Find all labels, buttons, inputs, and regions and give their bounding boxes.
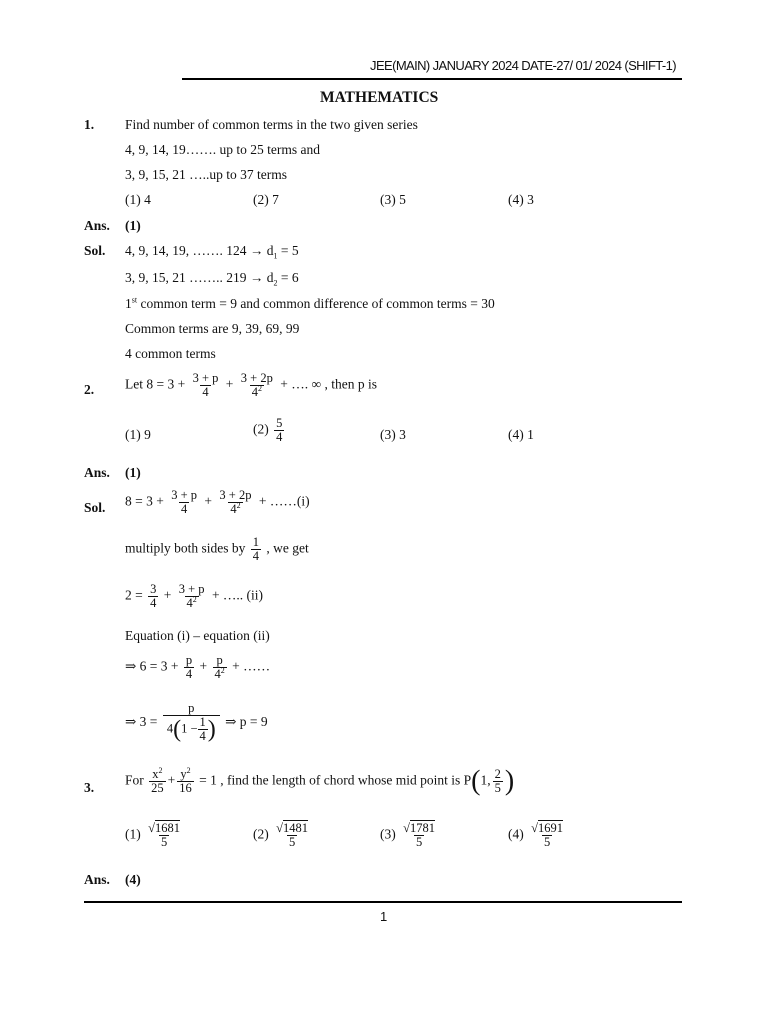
q3-option-2: (2) $\frac{√1481}{5}$: [253, 821, 308, 850]
q1-option-1: (1) 4: [125, 192, 151, 207]
q1-ans-label: Ans.: [84, 218, 110, 233]
q1-series-2: 3, 9, 15, 21 …..up to 37 terms: [125, 167, 287, 182]
subject-title: MATHEMATICS: [320, 89, 439, 106]
q1-series-1: 4, 9, 14, 19……. up to 25 terms and: [125, 142, 320, 157]
q1-sol-line-2: 3, 9, 15, 21 …….. $219 \to d_2 = 6$: [125, 270, 299, 288]
q1-sol-label: Sol.: [84, 243, 106, 258]
q3-option-3: (3) $\frac{√1781}{5}$: [380, 821, 435, 850]
exam-header: JEE(MAIN) JANUARY 2024 DATE-27/ 01/ 2024 (SHIFT-1): [370, 58, 676, 73]
q1-option-3: (3) 5: [380, 192, 406, 207]
q3-answer: (4): [125, 872, 141, 887]
q2-option-4: (4) 1: [508, 427, 534, 442]
q1-option-4: (4) 3: [508, 192, 534, 207]
q2-number: 2.: [84, 382, 95, 397]
q2-sol-line-2: multiply both sides by $\frac{1}{4}$ , we get: [125, 535, 309, 564]
q2-sol-line-6: ⇒ 3 = p 4(1 − $\frac{1}{4}$ ) ⇒ p = 9: [125, 701, 268, 744]
q3-stem: For $\frac{x^2}{25}$ + $\frac{y^2}{16}$ = 1 , find the length of chord whose mid point is P(1, $\frac{2}{5}$ ): [125, 765, 515, 797]
page-number: 1: [380, 909, 388, 924]
q2-option-2: (2) $\frac{5}{4}$: [253, 416, 283, 445]
q1-number: 1.: [84, 117, 95, 132]
q2-option-3: (3) 3: [380, 427, 406, 442]
q3-option-4: (4) $\frac{√1691}{5}$: [508, 821, 563, 850]
q1-stem: Find number of common terms in the two given series: [125, 117, 418, 132]
q2-answer: (1): [125, 465, 141, 480]
q2-sol-line-4: Equation (i) – equation (ii): [125, 628, 270, 643]
q2-sol-label: Sol.: [84, 500, 106, 515]
q1-answer: (1): [125, 218, 141, 233]
q1-sol-line-5: 4 common terms: [125, 346, 216, 361]
q3-ans-label: Ans.: [84, 872, 110, 887]
q2-sol-line-5: ⇒ 6 = 3 + $\frac{p}{4}$ + $\frac{p}{4^2}$ + ……: [125, 653, 271, 682]
q1-option-2: (2) 7: [253, 192, 279, 207]
q2-option-1: (1) 9: [125, 427, 151, 442]
q1-sol-line-4: Common terms are 9, 39, 69, 99: [125, 321, 300, 336]
q3-option-1: (1) $\frac{√1681}{5}$: [125, 821, 180, 850]
q2-ans-label: Ans.: [84, 465, 110, 480]
q3-number: 3.: [84, 780, 95, 795]
q1-sol-line-3: 1st common term = 9 and common difference of common terms = 30: [125, 295, 495, 311]
q2-stem: Let 8 = 3 + $\frac{3 + p}{4}$ + $\frac{3 + 2p}{4^2}$ + …. ∞ , then p is: [125, 371, 377, 400]
q2-sol-line-3: 2 = $\frac{3}{4}$ + $\frac{3 + p}{4^2}$ + ….. (ii): [125, 582, 264, 611]
q2-sol-line-1: 8 = 3 + $\frac{3 + p}{4}$ + $\frac{3 + 2p}{4^2}$ + ……(i): [125, 488, 310, 517]
footer-rule: [84, 901, 682, 903]
q1-sol-line-1: 4, 9, 14, 19, ……. $124 \to d_1 = 5$: [125, 243, 299, 261]
header-rule: [182, 78, 682, 80]
